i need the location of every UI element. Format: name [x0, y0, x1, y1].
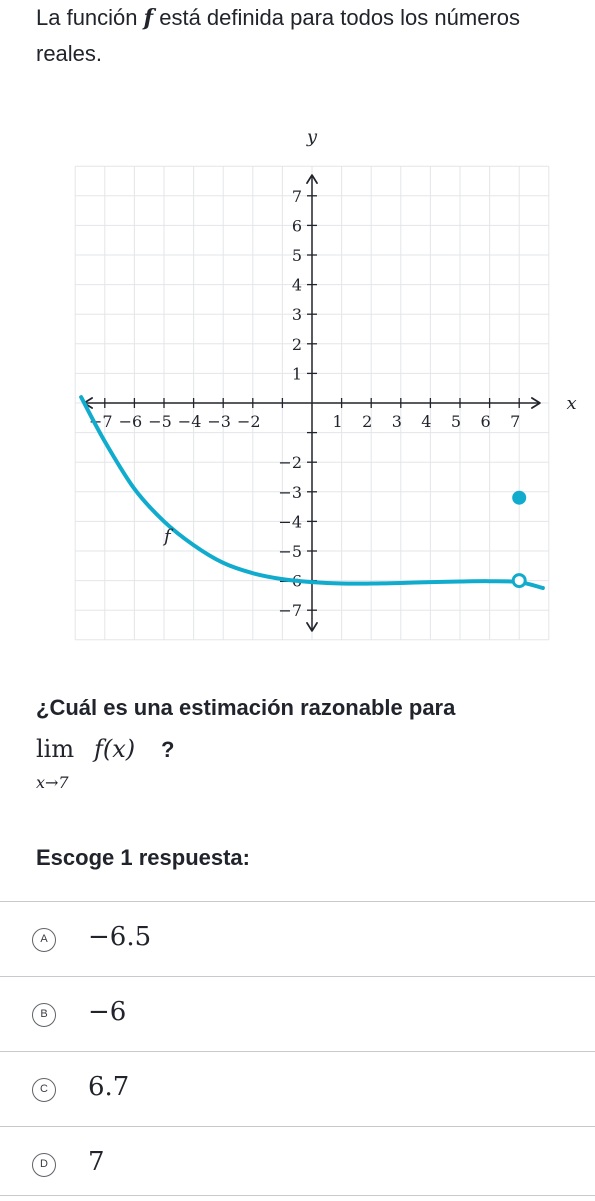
x-tick-label: 5: [450, 412, 462, 431]
closed-point: [512, 491, 526, 505]
x-tick-label: 7: [510, 412, 521, 431]
intro-text-2: está definida para todos los números reales.: [36, 5, 520, 66]
answer-value: 6.7: [88, 1072, 130, 1102]
answer-list: [0, 901, 595, 1196]
x-tick-label: −5: [148, 412, 172, 431]
x-tick-label: −2: [237, 412, 261, 431]
y-tick-label: −4: [278, 512, 302, 532]
limit-expression: [36, 735, 236, 795]
lim-word: lim: [36, 735, 75, 763]
answer-value: −6.5: [88, 922, 152, 952]
answer-option-d[interactable]: [0, 1126, 595, 1196]
radio-d[interactable]: D: [32, 1153, 56, 1177]
y-tick-label: 5: [291, 246, 302, 265]
x-tick-label: −4: [177, 412, 202, 431]
y-tick-label: 2: [291, 334, 302, 354]
x-tick-label: 2: [362, 412, 373, 431]
answer-option-b[interactable]: [0, 976, 595, 1051]
choose-label: Escoge 1 respuesta:: [36, 845, 250, 870]
y-tick-label: −7: [278, 601, 302, 621]
x-tick-label: 6: [480, 412, 491, 431]
y-tick-label: 6: [291, 216, 302, 236]
answer-option-c[interactable]: [0, 1051, 595, 1126]
y-axis-label: y: [306, 126, 318, 148]
x-tick-label: 1: [332, 412, 343, 431]
lim-function: f(x): [94, 735, 136, 763]
answer-value: −6: [88, 997, 127, 1027]
y-tick-label: 4: [291, 275, 302, 295]
radio-c[interactable]: C: [32, 1078, 56, 1102]
series-label-f: f: [164, 526, 171, 548]
x-axis-label: x: [566, 393, 577, 414]
y-tick-label: 7: [291, 186, 302, 206]
x-tick-label: −3: [207, 412, 231, 431]
y-tick-label: −3: [278, 482, 302, 502]
radio-b[interactable]: B: [32, 1003, 56, 1027]
x-tick-label: −7: [89, 412, 113, 431]
answer-option-a[interactable]: [0, 901, 595, 976]
y-tick-label: 1: [291, 364, 302, 384]
open-point: [513, 575, 525, 587]
question-text: ¿Cuál es una estimación razonable para: [36, 695, 456, 720]
intro-text-1: La función: [36, 5, 144, 30]
function-symbol: f: [143, 5, 154, 31]
y-tick-label: 3: [291, 305, 302, 325]
function-graph: [0, 125, 595, 655]
x-tick-label: −6: [118, 412, 143, 431]
y-tick-label: −2: [278, 453, 302, 473]
question-mark: ?: [161, 737, 175, 762]
radio-a[interactable]: A: [32, 928, 56, 952]
y-tick-label: −6: [278, 571, 302, 591]
x-tick-label: 4: [421, 412, 432, 431]
y-tick-label: −5: [278, 542, 302, 561]
lim-subscript: x→7: [36, 773, 69, 792]
problem-statement: [36, 0, 576, 72]
x-tick-label: 3: [391, 412, 402, 431]
answer-value: 7: [88, 1147, 105, 1177]
